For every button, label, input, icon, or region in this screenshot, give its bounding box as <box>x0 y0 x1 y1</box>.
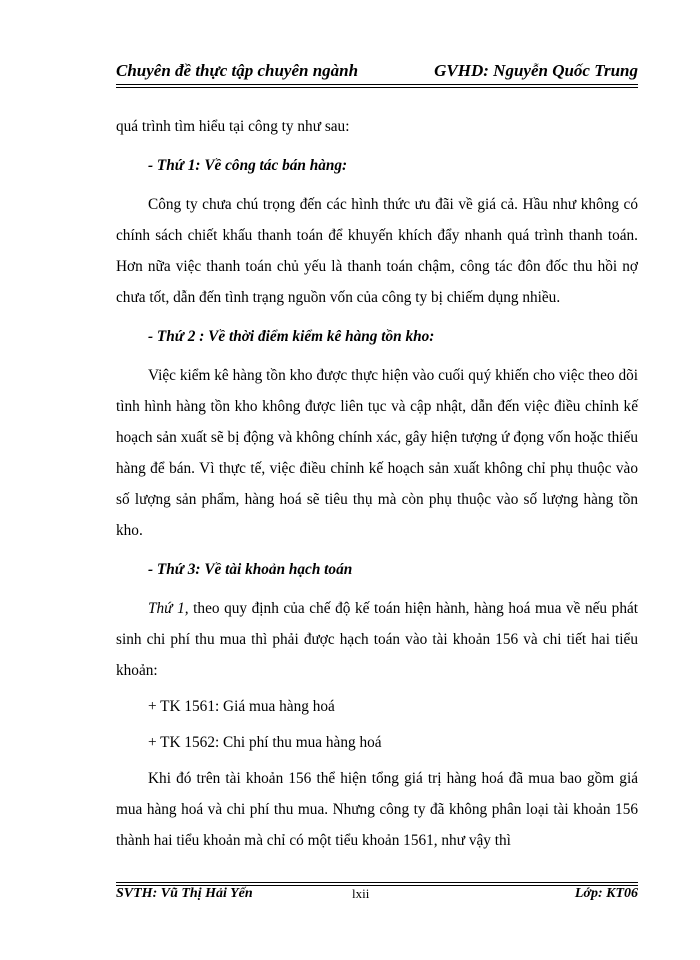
page-body <box>116 111 638 861</box>
section-heading-2: - Thứ 2 : Về thời điểm kiểm kê hàng tồn kho: <box>148 328 435 345</box>
footer-class: Lớp: KT06 <box>574 886 638 901</box>
header-rule-thin <box>116 84 638 85</box>
section-heading-1: - Thứ 1: Về công tác bán hàng: <box>148 157 348 174</box>
intro-line: quá trình tìm hiểu tại công ty như sau: <box>116 118 350 135</box>
paragraph-2: Việc kiểm kê hàng tồn kho được thực hiện vào cuối quý khiến cho việc theo dõi tình hình hàng tồn kho không được liên tục và cập nhật, dẫn đến việc điều chỉnh kế hoạch sản xuất sẽ bị động và không chính xác, gây hiện tượng ứ đọng vốn hoặc thiếu hàng để bán. Vì thực tế, việc điều chỉnh kế hoạch sản xuất không chỉ phụ thuộc vào số lượng sản phẩm, hàng hoá sẽ tiêu thụ mà còn phụ thuộc vào số lượng hàng tồn kho. <box>116 367 638 539</box>
footer-student: SVTH: Vũ Thị Hải Yến <box>116 886 253 901</box>
header-rule-thick <box>116 87 638 88</box>
list-item-tk1561: + TK 1561: Giá mua hàng hoá <box>148 698 335 715</box>
paragraph-1: Công ty chưa chú trọng đến các hình thức ưu đãi về giá cả. Hầu như không có chính sách chiết khấu thanh toán để khuyến khích đẩy nhanh quá trình thanh toán. Hơn nữa việc thanh toán chủ yếu là thanh toán chậm, công tác đôn đốc thu hồi nợ chưa tốt, dẫn đến tình trạng nguồn vốn của công ty bị chiếm dụng nhiều. <box>116 196 638 306</box>
page-number: lxii <box>352 886 370 901</box>
paragraph-3 <box>116 593 638 686</box>
header-supervisor: GVHD: Nguyễn Quốc Trung <box>434 61 638 80</box>
footer-rule-thick <box>116 882 638 883</box>
list-item-tk1562: + TK 1562: Chi phí thu mua hàng hoá <box>148 734 382 751</box>
paragraph-3-text: theo quy định của chế độ kế toán hiện hành, hàng hoá mua về nếu phát sinh chi phí thu mua thì phải được hạch toán vào tài khoản 156 và chi tiết hai tiểu khoản: <box>116 600 639 679</box>
header-document-title: Chuyên đề thực tập chuyên ngành <box>116 61 359 80</box>
paragraph-4: Khi đó trên tài khoản 156 thể hiện tổng giá trị hàng hoá đã mua bao gồm giá mua hàng hoá và chi phí thu mua. Nhưng công ty đã không phân loại tài khoản 156 thành hai tiểu khoản mà chỉ có một tiểu khoản 1561, như vậy thì <box>116 770 638 849</box>
section-heading-3: - Thứ 3: Về tài khoản hạch toán <box>148 561 353 578</box>
paragraph-3-lead: Thứ 1, <box>148 600 189 617</box>
